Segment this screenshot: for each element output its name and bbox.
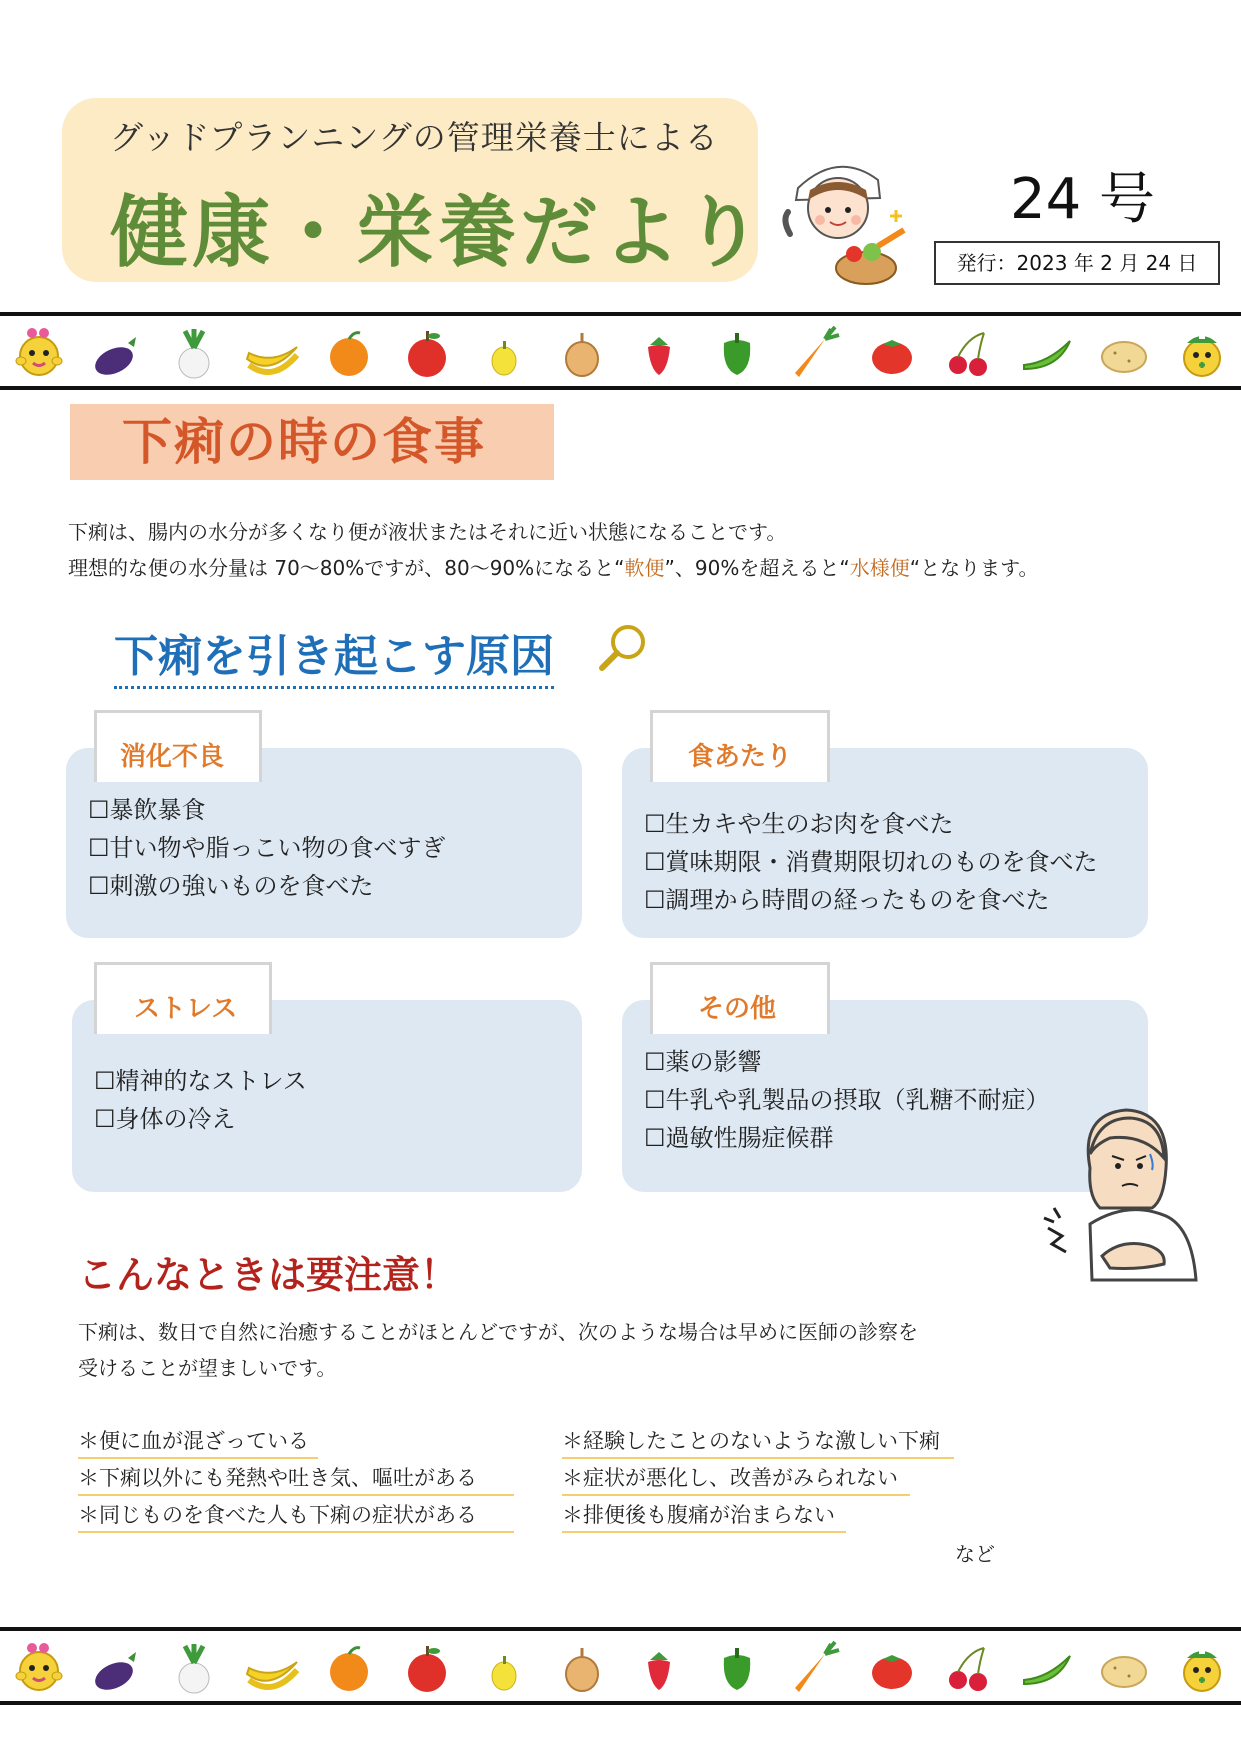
causes-heading: 下痢を引き起こす原因: [114, 620, 554, 689]
section-title: 下痢の時の食事: [70, 404, 554, 480]
onion-icon: [553, 1640, 611, 1698]
etcetera-note: など: [955, 1542, 995, 1566]
produce-band-bottom: [10, 1635, 1231, 1703]
band-bottom-rule: [0, 1627, 1241, 1631]
orange-icon: [320, 325, 378, 383]
issue-date: 発行：2023 年 2 月 24 日: [934, 241, 1220, 285]
cause-item: ☐過敏性腸症候群: [644, 1124, 834, 1152]
cause-item: ☐生カキや生のお肉を食べた: [644, 810, 954, 838]
cause-label-other: その他: [698, 994, 777, 1024]
newsletter-title: 健康・栄養だより: [110, 188, 767, 278]
header-subtitle: グッドプランニングの管理栄養士による: [110, 118, 719, 157]
doctor-mascot-icon: [1173, 1640, 1231, 1698]
cause-label-stress: ストレス: [134, 994, 238, 1024]
warning-bullet: ＊下痢以外にも発熱や吐き気、嘔吐がある: [78, 1462, 514, 1496]
cause-label-food-poisoning: 食あたり: [688, 742, 793, 772]
warning-bullet: ＊症状が悪化し、改善がみられない: [562, 1462, 910, 1496]
cause-item: ☐身体の冷え: [94, 1105, 236, 1133]
intro-line-2: 理想的な便の水分量は 70～80%ですが、80～90%になると“軟便”、90%を超えると“水様便“となります。: [68, 556, 1039, 580]
warning-bullet: ＊同じものを食べた人も下痢の症状がある: [78, 1499, 514, 1533]
potato-icon: [1095, 1640, 1153, 1698]
cause-item: ☐甘い物や脂っこい物の食べすぎ: [88, 834, 446, 862]
cause-item: ☐調理から時間の経ったものを食べた: [644, 886, 1050, 914]
eggplant-icon: [88, 325, 146, 383]
cherries-icon: [940, 1640, 998, 1698]
onion-icon: [553, 325, 611, 383]
band-top-rule: [0, 312, 1241, 316]
warning-bullet: ＊排便後も腹痛が治まらない: [562, 1499, 846, 1533]
lemon-icon: [475, 1640, 533, 1698]
cause-item: ☐精神的なストレス: [94, 1067, 307, 1095]
soft-stool-term: 軟便: [624, 556, 665, 580]
lemon-icon: [475, 325, 533, 383]
cause-item: ☐牛乳や乳製品の摂取（乳糖不耐症）: [644, 1086, 1050, 1114]
carrot-icon: [785, 1640, 843, 1698]
warning-text-line-2: 受けることが望ましいです。: [78, 1356, 337, 1380]
cause-label-indigestion: 消化不良: [120, 742, 225, 772]
tomato-icon: [863, 1640, 921, 1698]
green-pepper-icon: [708, 1640, 766, 1698]
eggplant-icon: [88, 1640, 146, 1698]
doctor-mascot-icon: [1173, 325, 1231, 383]
cause-item: ☐賞味期限・消費期限切れのものを食べた: [644, 848, 1098, 876]
warning-bullet: ＊経験したことのないような激しい下痢: [562, 1425, 954, 1459]
intro-line-1: 下痢は、腸内の水分が多くなり便が液状またはそれに近い状態になることです。: [68, 520, 787, 544]
cause-item: ☐薬の影響: [644, 1048, 762, 1076]
banana-icon: [243, 325, 301, 383]
turnip-icon: [165, 325, 223, 383]
yellow-mascot-icon: [10, 1640, 68, 1698]
banana-icon: [243, 1640, 301, 1698]
warning-bullet: ＊便に血が混ざっている: [78, 1425, 318, 1459]
tomato-icon: [863, 325, 921, 383]
band-top-rule-bottom: [0, 386, 1241, 390]
issue-number: 24 号: [1010, 167, 1156, 232]
orange-icon: [320, 1640, 378, 1698]
magnifier-icon: [596, 620, 652, 676]
strawberry-icon: [630, 325, 688, 383]
yellow-mascot-icon: [10, 325, 68, 383]
turnip-icon: [165, 1640, 223, 1698]
carrot-icon: [785, 325, 843, 383]
warning-heading: こんなときは要注意！: [78, 1253, 459, 1297]
apple-icon: [398, 325, 456, 383]
warning-text-line-1: 下痢は、数日で自然に治癒することがほとんどですが、次のような場合は早めに医師の診察を: [78, 1320, 918, 1344]
cherries-icon: [940, 325, 998, 383]
strawberry-icon: [630, 1640, 688, 1698]
cause-item: ☐刺激の強いものを食べた: [88, 872, 374, 900]
band-bottom-rule-bottom: [0, 1701, 1241, 1705]
chef-girl-illustration: [768, 150, 918, 295]
apple-icon: [398, 1640, 456, 1698]
stomach-ache-woman-illustration: [1040, 1104, 1206, 1282]
green-pepper-icon: [708, 325, 766, 383]
potato-icon: [1095, 325, 1153, 383]
watery-stool-term: 水様便: [849, 556, 910, 580]
pea-pod-icon: [1018, 325, 1076, 383]
produce-band-top: [10, 320, 1231, 388]
pea-pod-icon: [1018, 1640, 1076, 1698]
cause-item: ☐暴飲暴食: [88, 796, 206, 824]
